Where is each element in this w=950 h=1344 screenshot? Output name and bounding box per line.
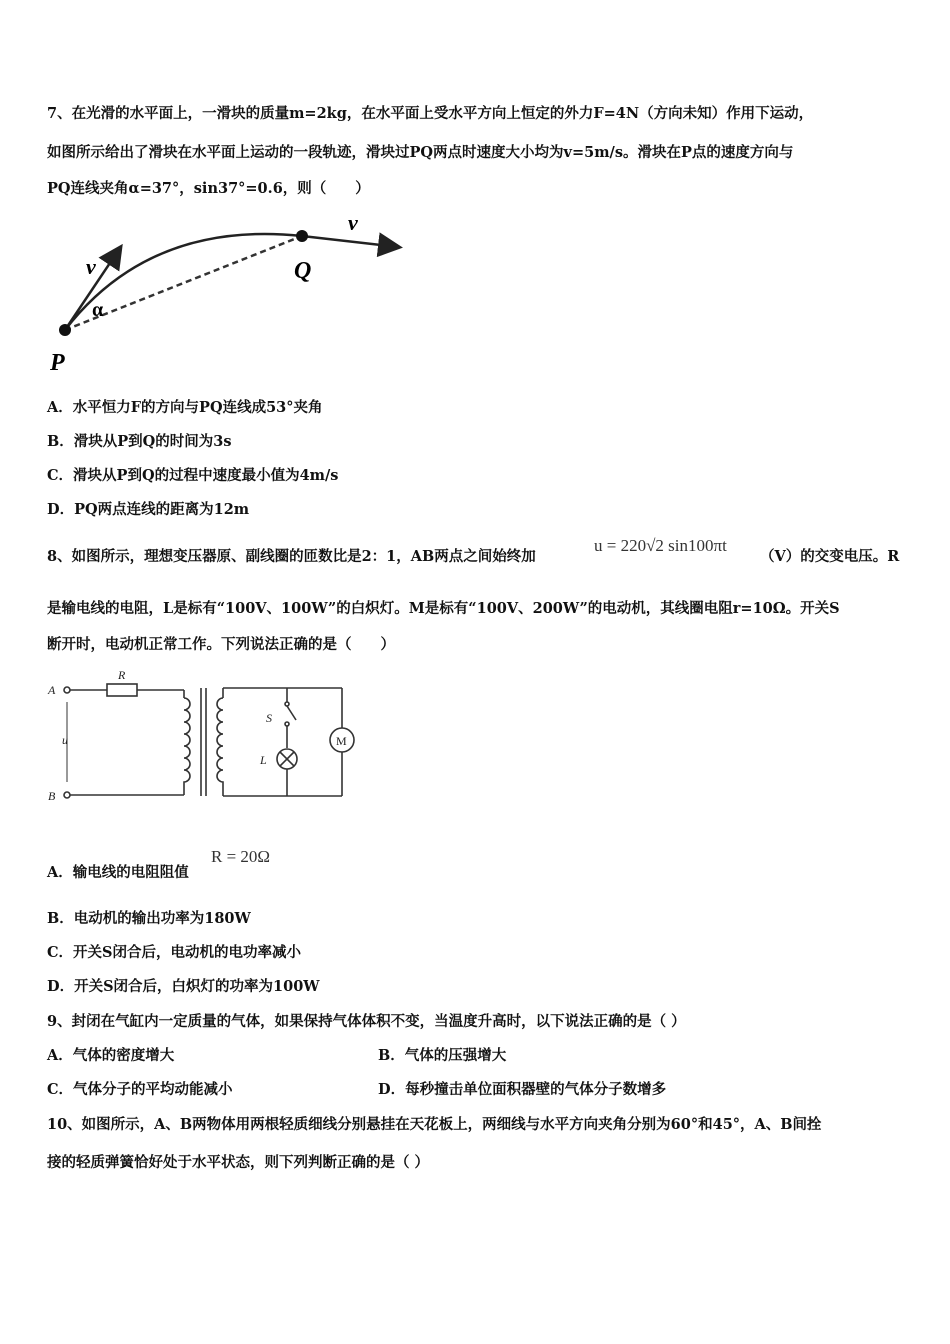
q8-option-a: A．输电线的电阻阻值 [47,864,189,881]
q9-option-b: B．气体的压强增大 [378,1047,507,1064]
label-v-right: v [348,210,358,235]
secondary-coil [217,698,223,788]
q9-option-c: C．气体分子的平均动能减小 [47,1081,233,1098]
label-r: R [118,668,126,682]
q8-option-b: B．电动机的输出功率为180W [47,910,251,927]
point-q [296,230,308,242]
q7-option-d: D．PQ两点连线的距离为12m [47,501,250,518]
q8-stem-pre: 8、如图所示，理想变压器原、副线圈的匝数比是2：1，AB两点之间始终加 [47,548,536,565]
q8-stem-line-1 [47,545,536,566]
q8-option-c: C．开关S闭合后，电动机的电功率减小 [47,944,302,961]
label-s: S [266,711,272,725]
q9-option-d: D．每秒撞击单位面积器壁的气体分子数增多 [378,1081,667,1098]
q7-option-b: B．滑块从P到Q的时间为3s [47,433,232,450]
label-a: A [48,683,56,697]
point-p [59,324,71,336]
label-p: P [50,350,65,376]
q8-transformer-circuit [42,660,372,810]
q7-stem-line-1: 7、在光滑的水平面上，一滑块的质量m=2kg，在水平面上受水平方向上恒定的外力F=4N（方向未知）作用下运动， [47,105,814,122]
q8-stem-line-3: 断开时，电动机正常工作。下列说法正确的是（ ） [47,636,395,653]
q10-stem-line-2: 接的轻质弹簧恰好处于水平状态，则下列判断正确的是（ ） [47,1154,430,1171]
q9-option-a: A．气体的密度增大 [47,1047,175,1064]
primary-coil [184,698,190,788]
q7-option-a: A．水平恒力F的方向与PQ连线成53°夹角 [47,399,323,416]
q8-stem-line-2: 是输电线的电阻，L是标有“100V、100W”的白炽灯。M是标有“100V、200W”的电动机，其线圈电阻r=10Ω。开关S [47,600,840,617]
q8-voltage-formula: u = 220√2 sin100πt [594,536,727,555]
q7-stem-line-3: PQ连线夹角α=37°，sin37°=0.6，则（ ） [47,180,370,197]
q7-option-c: C．滑块从P到Q的过程中速度最小值为4m/s [47,467,339,484]
velocity-arrow-q [302,236,398,247]
resistor-r [107,684,137,696]
label-m: M [336,734,347,748]
label-b: B [48,789,56,803]
q7-stem-line-2: 如图所示给出了滑块在水平面上运动的一段轨迹，滑块过PQ两点时速度大小均为v=5m/s。滑块在P点的速度方向与 [47,144,794,161]
switch-s [287,706,296,720]
q7-trajectory-figure [40,200,420,380]
label-u: u [62,733,68,747]
q9-stem-line-1: 9、封闭在气缸内一定质量的气体，如果保持气体体积不变，当温度升高时，以下说法正确的是（ ） [47,1013,686,1030]
q8-stem-post: （V）的交变电压。R [760,548,900,565]
label-l: L [260,753,267,767]
terminal-a [64,687,70,693]
terminal-b [64,792,70,798]
q10-stem-line-1: 10、如图所示，A、B两物体用两根轻质细线分别悬挂在天花板上，两细线与水平方向夹角分别为60°和45°，A、B间拴 [47,1116,822,1133]
q8-option-a-formula: R = 20Ω [211,847,271,866]
label-alpha: α [92,299,104,321]
q8-option-d: D．开关S闭合后，白炽灯的功率为100W [47,978,320,995]
label-v-left: v [86,254,96,279]
label-q: Q [294,258,312,284]
